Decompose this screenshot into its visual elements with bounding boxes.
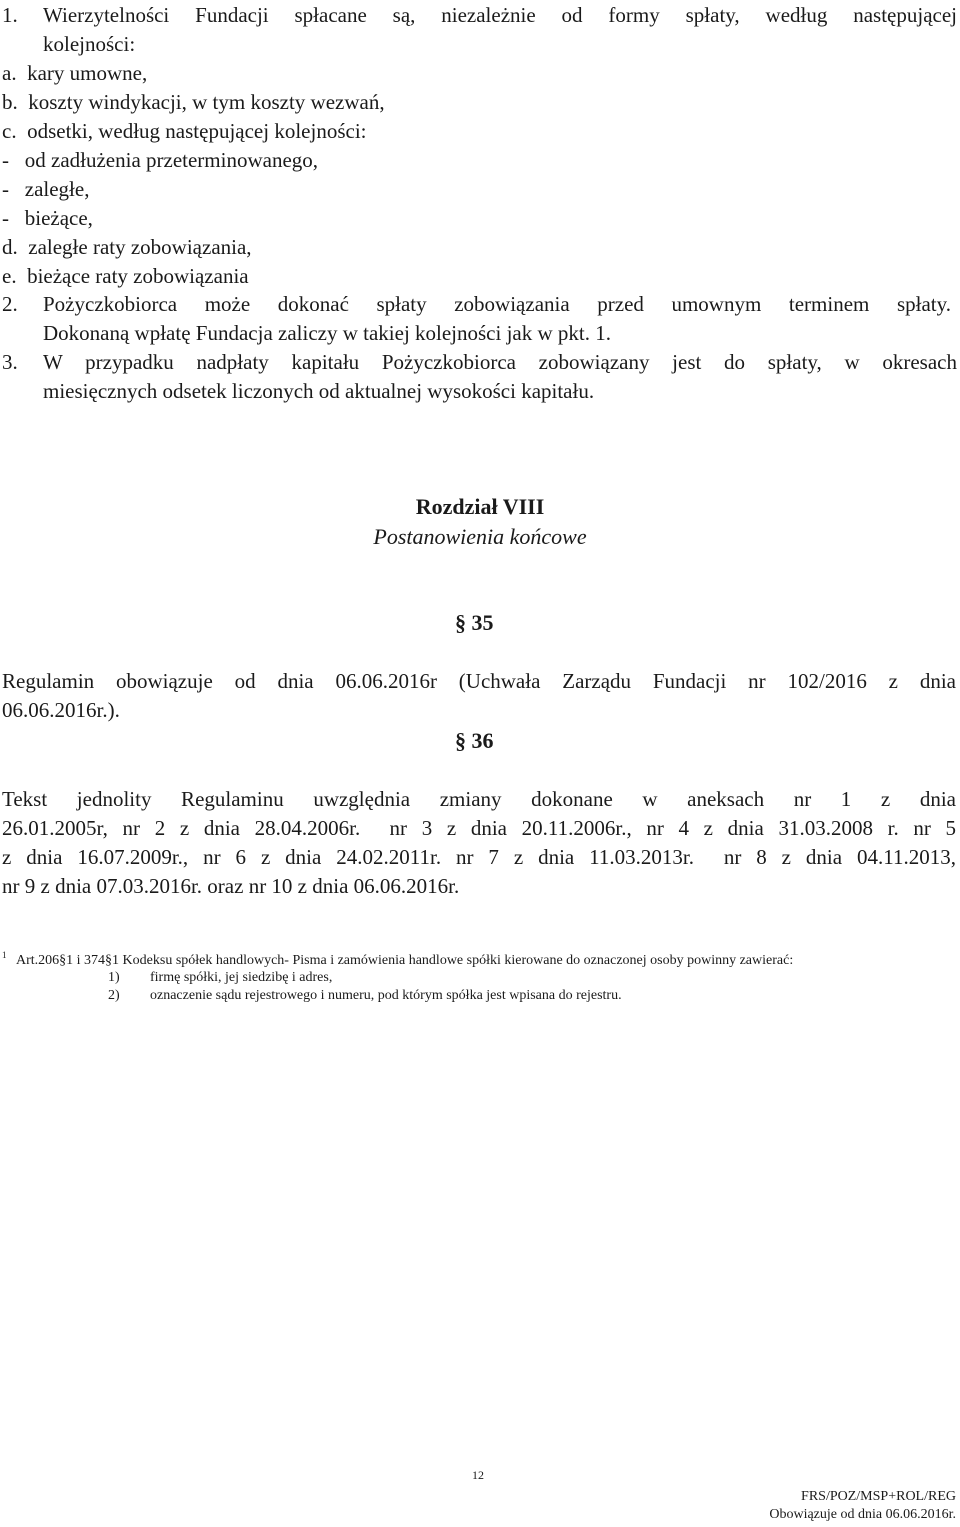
section-36-line-3: z dnia 16.07.2009r., nr 6 z dnia 24.02.2011r. nr 7 z dnia 11.03.2013r. nr 8 z dnia 04.11.2013, <box>2 845 956 869</box>
footnote-item-text: firmę spółki, jej siedzibę i adres, <box>150 970 333 985</box>
section-36-line-1: Tekst jednolity Regulaminu uwzględnia zmiany dokonane w aneksach nr 1 z dnia <box>2 787 956 811</box>
chapter-title: Rozdział VIII <box>415 494 545 519</box>
section-sign-icon: § <box>455 728 466 753</box>
sub-item-dash-2: - zaległe, <box>2 177 90 201</box>
section-sign-icon: § <box>455 610 466 635</box>
section-heading: § 36 <box>455 728 494 753</box>
chapter-subtitle: Postanowienia końcowe <box>373 524 587 549</box>
document-code: FRS/POZ/MSP+ROL/REG <box>801 1489 956 1504</box>
section-36-paragraph <box>2 785 956 901</box>
validity-date: Obowiązuje od dnia 06.06.2016r. <box>769 1507 956 1522</box>
list-item-number: 1. <box>2 3 18 27</box>
list-item-1-line-1: Wierzytelności Fundacji spłacane są, niezależnie od formy spłaty, według następującej <box>43 3 957 27</box>
sub-item-a: a. kary umowne, <box>2 61 148 85</box>
section-35-line-2: 06.06.2016r.). <box>2 698 120 722</box>
list-item-2-line-1: Pożyczkobiorca może dokonać spłaty zobowiązania przed umownym terminem spłaty. <box>43 292 951 316</box>
list-item-2-line-2: Dokonaną wpłatę Fundacja zaliczy w takiej kolejności jak w pkt. 1. <box>43 321 611 345</box>
section-36-line-2: 26.01.2005r, nr 2 z dnia 28.04.2006r. nr 3 z dnia 20.11.2006r., nr 4 z dnia 31.03.2008 r. nr 5 <box>2 816 956 840</box>
footnote-item-number: 1) <box>108 970 120 985</box>
footnote-text: $^1$ Art.206§1 i 374§1 Kodeksu spółek handlowych- Pisma i zamówienia handlowe spółki kierowane do oznaczonej osoby powinny zawierać: <box>2 950 794 968</box>
list-item-3-line-2: miesięcznych odsetek liczonych od aktualnej wysokości kapitału. <box>43 379 595 403</box>
sub-item-dash-3: - bieżące, <box>2 206 93 230</box>
list-item-1-line-2: kolejności: <box>43 32 136 56</box>
list-item-number: 3. <box>2 350 18 374</box>
sub-item-b: b. koszty windykacji, w tym koszty wezwań, <box>2 90 385 114</box>
footnote-item-number: 2) <box>108 988 120 1003</box>
sub-item-dash-1: - od zadłużenia przeterminowanego, <box>2 148 319 172</box>
list-item-number: 2. <box>2 292 18 316</box>
section-36-line-4: nr 9 z dnia 07.03.2016r. oraz nr 10 z dnia 06.06.2016r. <box>2 874 460 898</box>
footnote-item-text: oznaczenie sądu rejestrowego i numeru, pod którym spółka jest wpisana do rejestru. <box>150 988 622 1003</box>
sub-item-e: e. bieżące raty zobowiązania <box>2 264 249 288</box>
footnote-marker: 1 <box>2 950 7 960</box>
section-35-line-1: Regulamin obowiązuje od dnia 06.06.2016r (Uchwała Zarządu Fundacji nr 102/2016 z dnia <box>2 669 956 693</box>
section-heading: § 35 <box>455 610 494 635</box>
sub-item-c: c. odsetki, według następującej kolejności: <box>2 119 367 143</box>
sub-item-d: d. zaległe raty zobowiązania, <box>2 235 252 259</box>
list-item-3-line-1: W przypadku nadpłaty kapitału Pożyczkobiorca zobowiązany jest do spłaty, w okresach <box>43 350 957 374</box>
page-number: 12 <box>472 1468 484 1482</box>
